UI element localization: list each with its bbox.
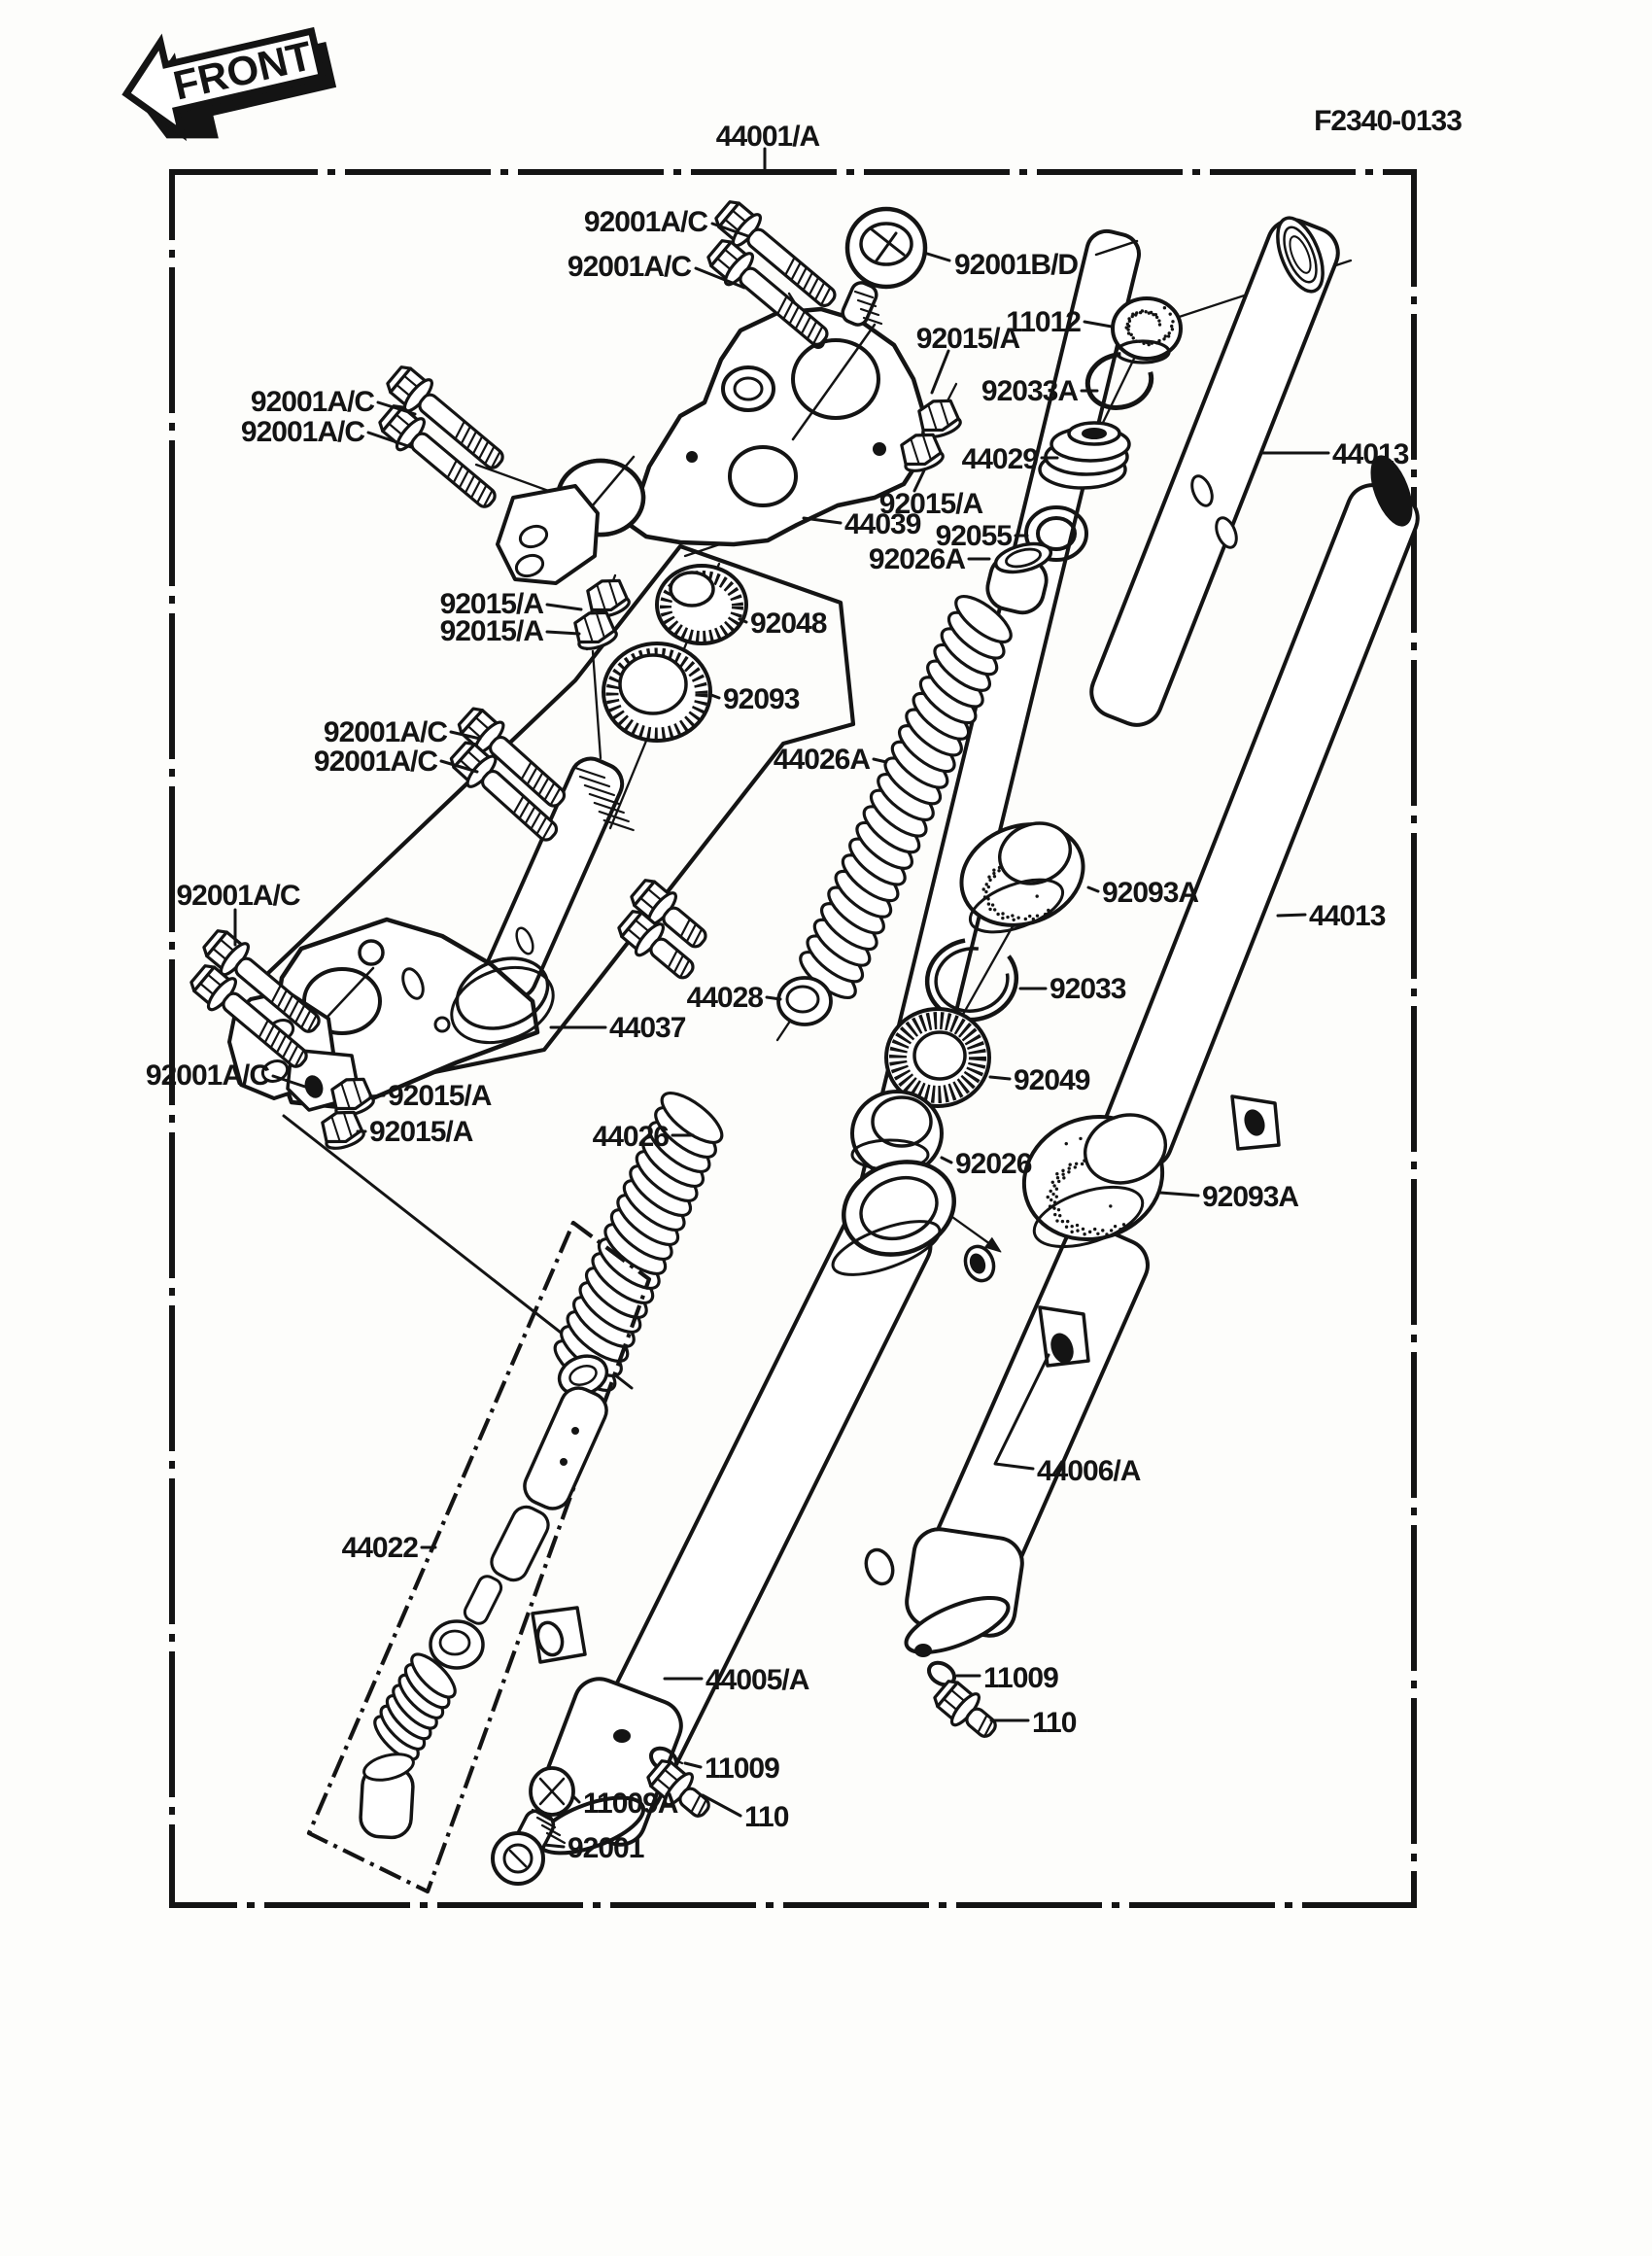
part-label-44022-36 — [342, 1532, 435, 1564]
part-number-text: 110 — [1032, 1707, 1077, 1739]
upper-fork-holder-44039 — [498, 309, 925, 583]
bearing-race-92048 — [657, 566, 746, 643]
part-label-92093A-23 — [1088, 877, 1198, 909]
top-plug-11012 — [1113, 298, 1181, 363]
part-number-text: 92015/A — [915, 323, 1020, 355]
part-number-text: 92001B/D — [954, 249, 1079, 281]
part-number-text: 92001A/C — [145, 1059, 269, 1092]
part-number-text: 92001A/C — [567, 251, 691, 283]
part-number-text: 44028 — [686, 982, 763, 1014]
part-label-44026A-22 — [774, 744, 886, 776]
part-number-text: F2340-0133 — [1314, 105, 1462, 137]
part-number-text: 92093A — [1102, 877, 1199, 909]
part-label-11009-41 — [957, 1662, 1058, 1694]
part-number-text: 92001 — [568, 1832, 644, 1864]
part-label-92001AC-25 — [176, 880, 299, 945]
part-label-44028-27 — [687, 982, 780, 1014]
stem-head-bolt-92001bd — [840, 209, 925, 328]
part-label-F23400133-1 — [1314, 105, 1462, 137]
part-number-text: 11009A — [583, 1787, 678, 1820]
part-number-text: 92015/A — [878, 488, 983, 520]
part-number-text: 44037 — [609, 1012, 686, 1044]
gasket-11009a — [531, 1768, 573, 1815]
part-number-text: 92033A — [981, 375, 1078, 407]
part-number-text: 44026A — [773, 744, 870, 776]
part-label-92001BD-4 — [924, 249, 1078, 281]
front-arrow — [117, 6, 341, 156]
part-number-text: 92026 — [955, 1148, 1032, 1180]
part-number-text: 44013 — [1309, 900, 1386, 932]
part-label-92048-16 — [740, 607, 827, 640]
part-label-92049-29 — [990, 1064, 1090, 1096]
part-number-text: 92015/A — [388, 1080, 492, 1112]
pinch-bolts — [613, 874, 715, 989]
part-label-92015A-31 — [370, 1080, 492, 1112]
part-label-44001A-0 — [716, 121, 820, 170]
part-number-text: 44005/A — [706, 1664, 809, 1696]
part-number-text: 92001A/C — [313, 746, 437, 778]
part-label-92001AC-20 — [324, 716, 480, 748]
part-number-text: 44029 — [961, 443, 1038, 475]
part-label-11009-39 — [685, 1753, 779, 1785]
part-number-text: 44013 — [1332, 438, 1409, 470]
part-number-text: 92093 — [723, 683, 800, 715]
part-number-text: 44006/A — [1037, 1455, 1141, 1487]
part-number-text: 11012 — [1006, 306, 1081, 338]
part-number-text: 92015/A — [439, 588, 543, 620]
part-label-110-40 — [703, 1795, 789, 1833]
part-label-92015A-15 — [440, 615, 579, 647]
part-number-text: 44039 — [844, 508, 921, 540]
part-number-text: 92026A — [868, 543, 965, 575]
washer-44028 — [778, 978, 831, 1024]
part-number-text: 92001A/C — [176, 880, 300, 912]
part-number-text: 92048 — [750, 607, 827, 640]
part-label-92093-17 — [711, 683, 800, 715]
part-label-110-42 — [991, 1707, 1077, 1739]
part-number-text: 92093A — [1202, 1181, 1299, 1213]
dust-boot-92093a-lower — [1008, 1099, 1178, 1259]
part-label-92093A-35 — [1160, 1181, 1298, 1213]
grease-seal-92093 — [603, 643, 710, 741]
part-number-text: 11009 — [705, 1753, 779, 1785]
part-number-text: 92001A/C — [583, 206, 707, 238]
part-number-text: 92015/A — [439, 615, 543, 647]
front-arrow-label: FRONT — [169, 32, 317, 109]
part-label-44013-24 — [1278, 900, 1386, 932]
part-number-text: 92001A/C — [240, 416, 364, 448]
part-number-text: 44001/A — [715, 121, 820, 153]
part-number-text: 44022 — [341, 1532, 418, 1564]
part-number-text: 92049 — [1014, 1064, 1090, 1096]
part-number-text: 110 — [744, 1801, 789, 1833]
part-label-44013-13 — [1262, 438, 1409, 470]
part-number-text: 92015/A — [369, 1116, 473, 1148]
part-number-text: 11009 — [983, 1662, 1058, 1694]
part-number-text: 92055 — [935, 520, 1012, 552]
part-label-11009A-43 — [574, 1787, 678, 1820]
part-number-text: 92033 — [1050, 973, 1126, 1005]
part-label-92026-34 — [942, 1148, 1032, 1180]
part-label-92033-26 — [1020, 973, 1126, 1005]
part-number-text: 44026 — [592, 1121, 669, 1153]
part-number-text: 92001A/C — [323, 716, 447, 748]
part-label-92015A-32 — [358, 1116, 473, 1148]
part-number-text: 92001A/C — [250, 386, 374, 418]
